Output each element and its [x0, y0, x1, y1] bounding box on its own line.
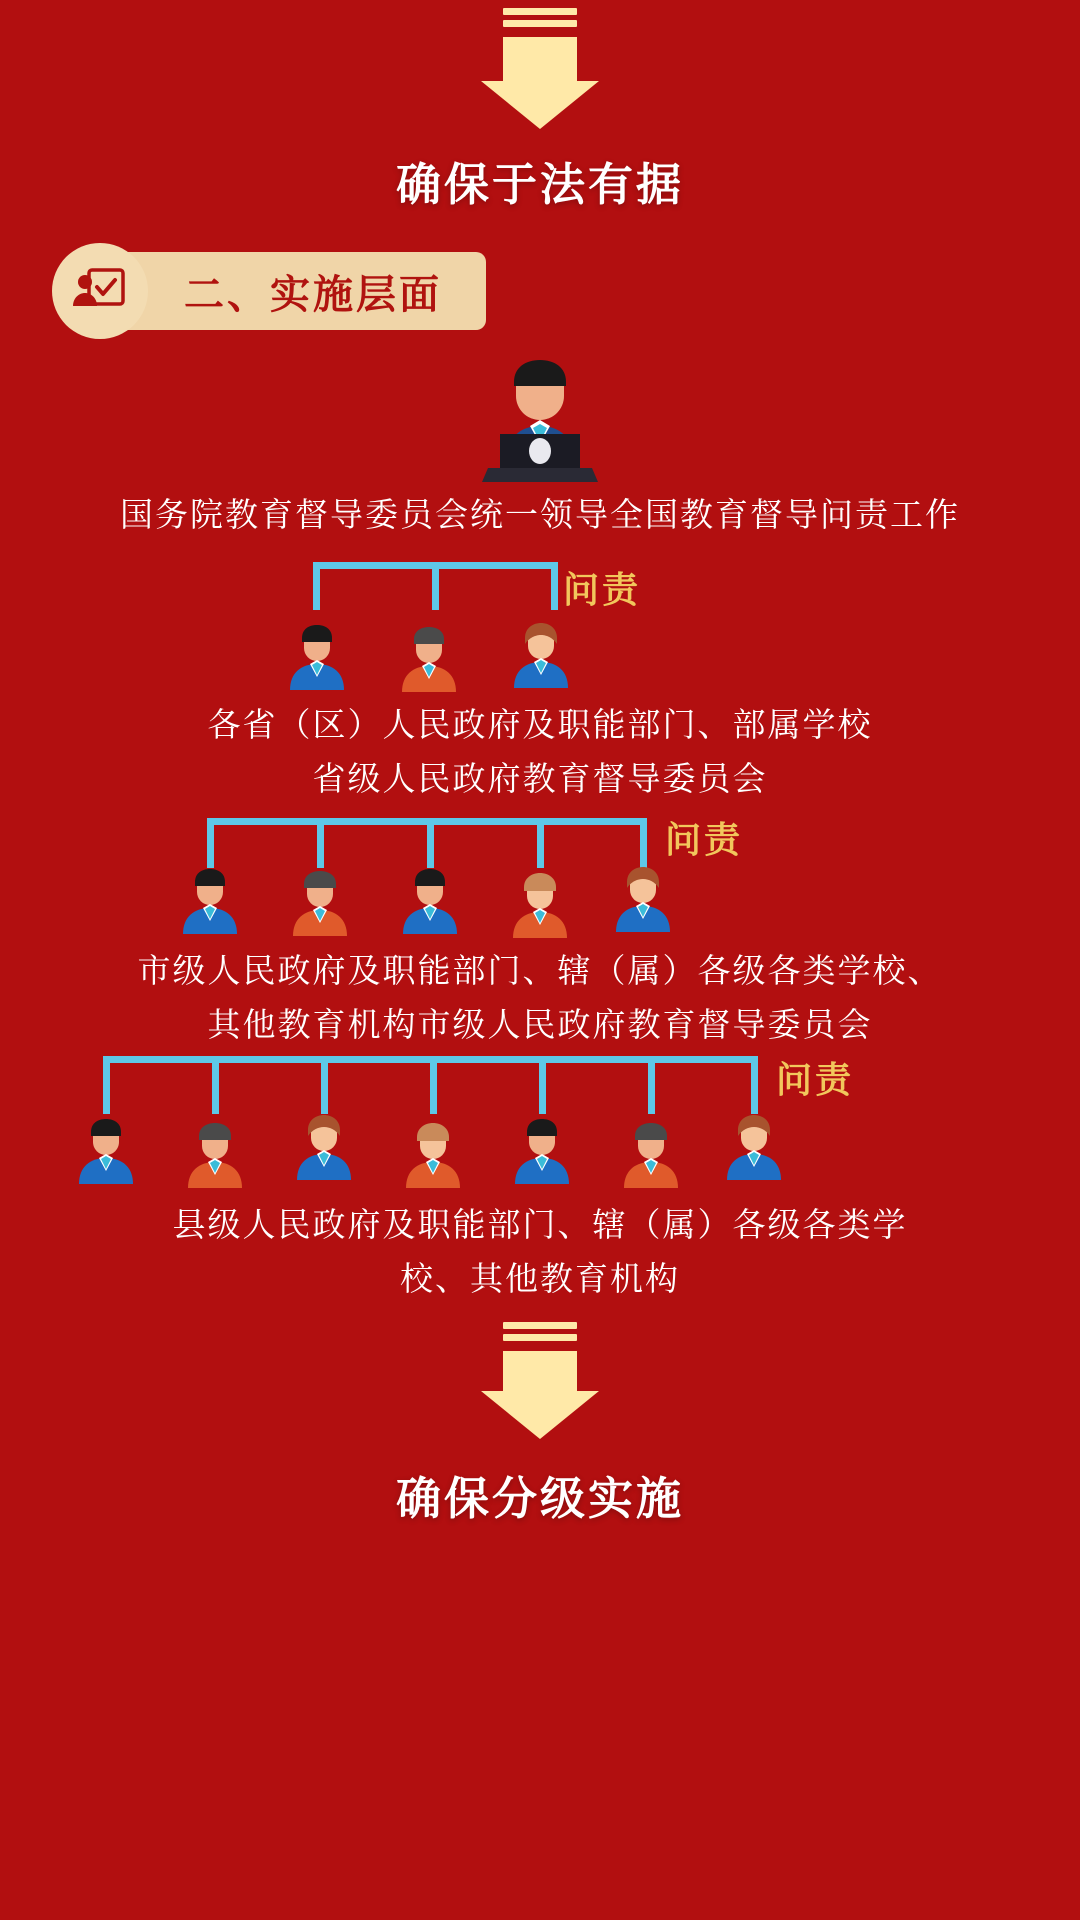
- person-checklist-icon: [52, 243, 148, 339]
- hierarchy-level-2-label-b: 其他教育机构市级人民政府教育督导委员会: [207, 1005, 873, 1044]
- person-icon: [291, 870, 349, 936]
- person-icon: [725, 1114, 783, 1180]
- connector-level-3: [0, 1056, 1080, 1114]
- section-title: 二、实施层面: [118, 252, 486, 330]
- accountability-label-3: 问责: [776, 1059, 855, 1101]
- arrow-shaft: [503, 37, 577, 81]
- arrow-lines: [503, 8, 577, 27]
- person-icon: [288, 624, 346, 690]
- arrow-head: [481, 1391, 599, 1439]
- person-icon: [511, 872, 569, 938]
- hierarchy-top-label: 国务院教育督导委员会统一领导全国教育督导问责工作: [120, 495, 960, 534]
- person-icon: [181, 868, 239, 934]
- hierarchy-level-3-label-b: 校、其他教育机构: [400, 1259, 680, 1298]
- person-icon: [295, 1114, 353, 1180]
- accountability-label-1: 问责: [563, 569, 642, 611]
- bottom-caption: 确保分级实施: [395, 1472, 684, 1525]
- person-icon: [404, 1122, 462, 1188]
- person-icon: [400, 626, 458, 692]
- hierarchy-level-3-label-a: 县级人民政府及职能部门、辖（属）各级各类学: [172, 1205, 908, 1244]
- person-laptop-icon: [478, 358, 602, 492]
- hierarchy-level-2-label-a: 市级人民政府及职能部门、辖（属）各级各类学校、: [137, 951, 943, 990]
- person-icon: [401, 868, 459, 934]
- person-icon: [512, 622, 570, 688]
- hierarchy-level-1-label-b: 省级人民政府教育督导委员会: [312, 759, 768, 798]
- person-icon: [186, 1122, 244, 1188]
- top-caption: 确保于法有据: [395, 158, 684, 211]
- connector-level-1: [0, 562, 1080, 612]
- top-arrow-icon: [0, 8, 1080, 129]
- accountability-label-2: 问责: [665, 819, 744, 861]
- bottom-arrow-icon: [0, 1322, 1080, 1439]
- arrow-shaft: [503, 1351, 577, 1391]
- connector-level-2: [0, 818, 1080, 868]
- hierarchy-level-1-label-a: 各省（区）人民政府及职能部门、部属学校: [207, 705, 873, 744]
- person-icon: [614, 866, 672, 932]
- person-icon: [77, 1118, 135, 1184]
- arrow-lines: [503, 1322, 577, 1341]
- section-header: [52, 243, 486, 339]
- person-icon: [513, 1118, 571, 1184]
- arrow-head: [481, 81, 599, 129]
- person-icon: [622, 1122, 680, 1188]
